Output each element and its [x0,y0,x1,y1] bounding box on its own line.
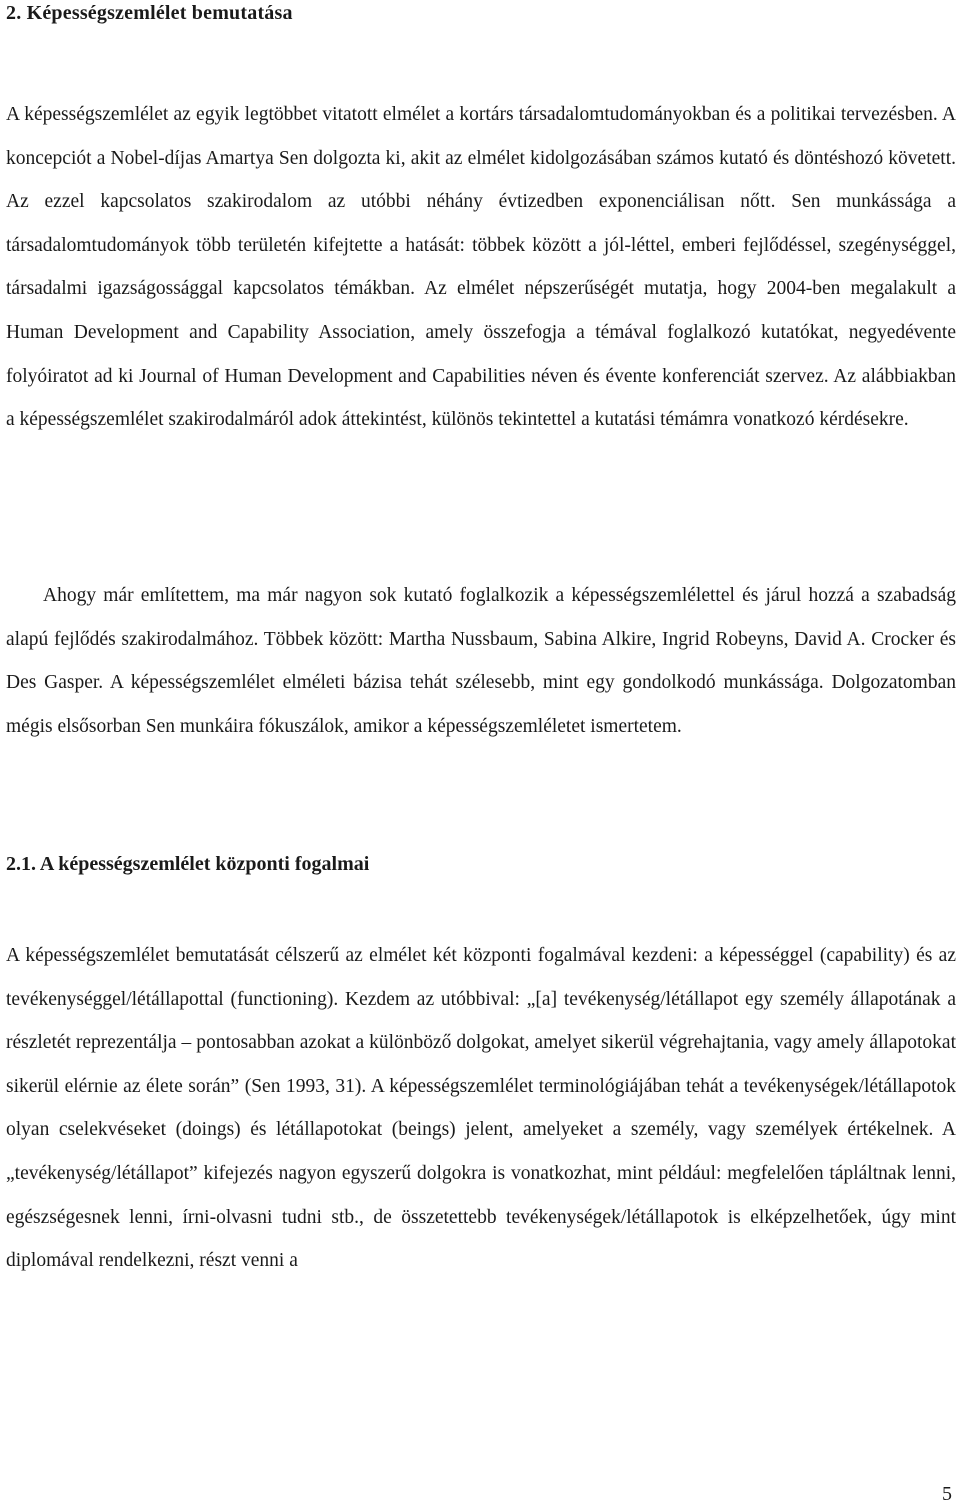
subsection-heading: 2.1. A képességszemlélet központi fogalmai [6,853,370,875]
paragraph-intro: A képességszemlélet az egyik legtöbbet vitatott elmélet a kortárs társadalomtudományokban és a politikai tervezésben. A koncepciót a Nobel-díjas Amartya Sen dolgozta ki, akit az elmélet kidolgozásában számos kutató és döntéshozó követett. Az ezzel kapcsolatos szakirodalom az utóbbi néhány évtizedben exponenciálisan nőtt. Sen munkássága a társadalomtudományok több területén kifejtette a hatását: többek között a jól-léttel, emberi fejlődéssel, szegénységgel, társadalmi igazságossággal kapcsolatos témákban. Az elmélet népszerűségét mutatja, hogy 2004-ben megalakult a Human Development and Capability Association, amely összefogja a témával foglalkozó kutatókat, negyedévente folyóiratot ad ki Journal of Human Development and Capabilities néven és évente konferenciát szervez. Az alábbiakban a képességszemlélet szakirodalmáról adok áttekintést, különös tekintettel a kutatási témámra vonatkozó kérdésekre. [6,104,956,431]
page-number: 5 [942,1483,952,1505]
section-heading: 2. Képességszemlélet bemutatása [6,2,293,24]
paragraph-researchers-text: Ahogy már említettem, ma már nagyon sok kutató foglalkozik a képességszemlélettel és járul hozzá a szabadság alapú fejlődés szakirodalmához. Többek között: Martha Nussbaum, Sabina Alkire, Ingrid Robeyns, David A. Crocker és Des Gasper. A képességszemlélet elméleti bázisa tehát szélesebb, mint egy gondolkodó munkássága. Dolgozatomban mégis elsősorban Sen munkáira fókuszálok, amikor a képességszemléletet ismertetem. [6,585,956,737]
paragraph-researchers [6,574,956,748]
paragraph-central-concepts: A képességszemlélet bemutatását célszerű az elmélet két központi fogalmával kezdeni: a képességgel (capability) és az tevékenységgel/létállapottal (functioning). Kezdem az utóbbival: „[a] tevékenység/létállapot egy személy állapotának a részletét reprezentálja – pontosabban azokat a különböző dolgokat, amelyet sikerül végrehajtania, vagy amely állapotokat sikerül elérnie az élete során” (Sen 1993, 31). A képességszemlélet terminológiájában tehát a tevékenységek/létállapotok olyan cselekvéseket (doings) és létállapotokat (beings) jelent, amelyeket a személy, vagy személyek értékelnek. A „tevékenység/létállapot” kifejezés nagyon egyszerű dolgokra is vonatkozhat, mint például: megfelelően tápláltnak lenni, egészségesnek lenni, írni-olvasni tudni stb., de összetettebb tevékenységek/létállapotok is elképzelhetőek, úgy mint diplomával rendelkezni, részt venni a [6,945,956,1272]
